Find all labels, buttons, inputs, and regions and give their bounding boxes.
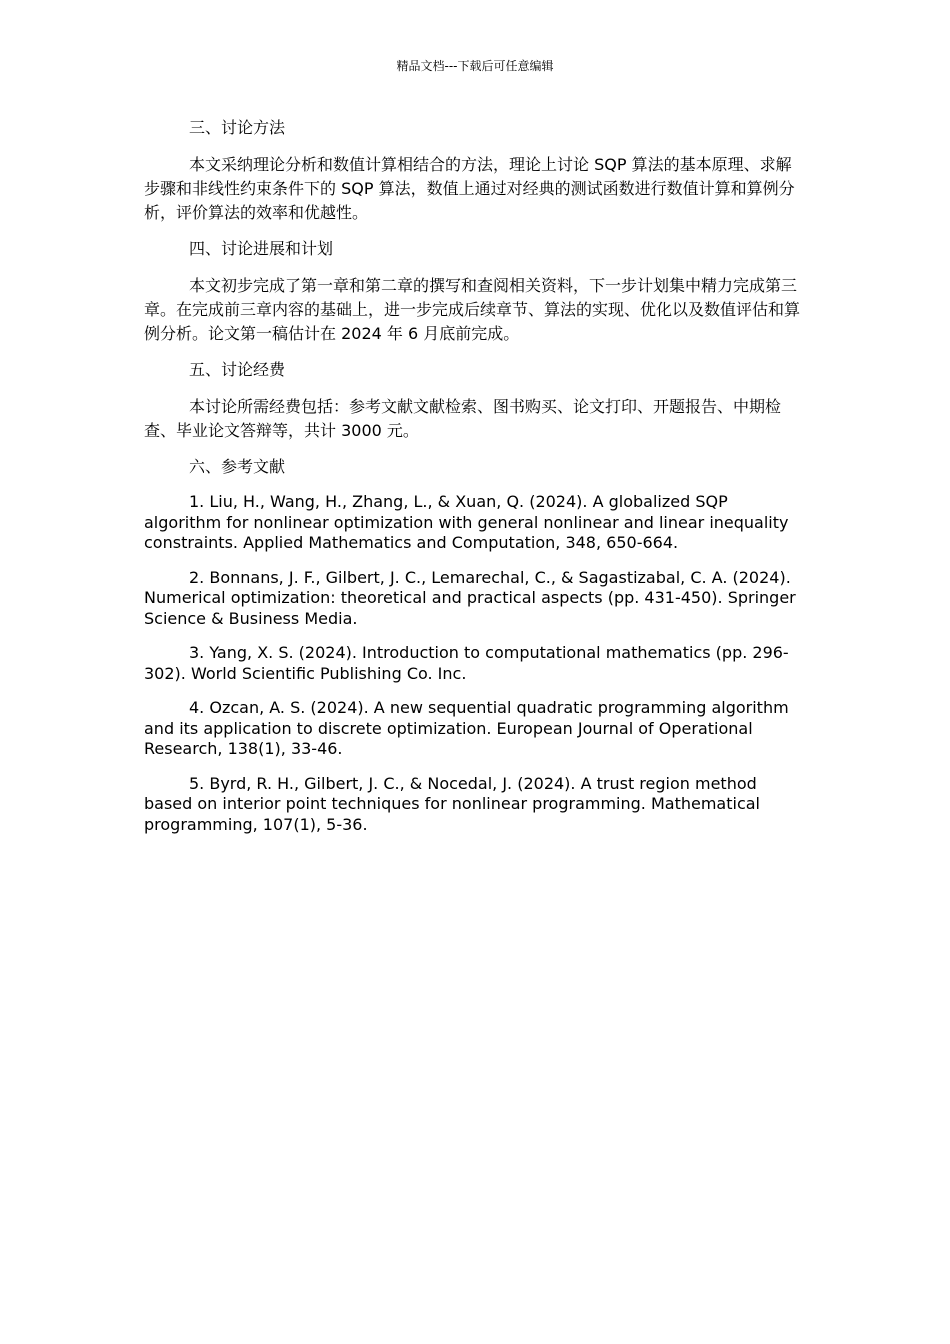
reference-item: 3. Yang, X. S. (2024). Introduction to computational mathematics (pp. 296-302). World Scientific Publishing Co. Inc. [144, 643, 789, 683]
document-body [144, 117, 806, 849]
section-heading-methods: 三、讨论方法 [189, 118, 286, 137]
reference-item: 5. Byrd, R. H., Gilbert, J. C., & Nocedal, J. (2024). A trust region method based on interior point techniques for nonlinear programming. Mathematical programming, 107(1), 5-36. [144, 773, 760, 834]
section-heading-references: 六、参考文献 [189, 457, 286, 476]
section-paragraph-progress: 本文初步完成了第一章和第二章的撰写和查阅相关资料，下一步计划集中精力完成第三章。在完成前三章内容的基础上，进一步完成后续章节、算法的实现、优化以及数值评估和算例分析。论文第一稿估计在 2024 年 6 月底前完成。 [144, 276, 801, 343]
section-paragraph-budget: 本讨论所需经费包括：参考文献文献检索、图书购买、论文打印、开题报告、中期检查、毕业论文答辩等，共计 3000 元。 [144, 397, 782, 440]
page-header: 精品文档---下载后可任意编辑 [396, 59, 554, 73]
section-heading-progress: 四、讨论进展和计划 [189, 239, 334, 258]
reference-item: 2. Bonnans, J. F., Gilbert, J. C., Lemarechal, C., & Sagastizabal, C. A. (2024). Numerical optimization: theoretical and practical aspects (pp. 431-450). Springer Science & Business Media. [144, 567, 796, 628]
section-heading-budget: 五、讨论经费 [189, 360, 286, 379]
reference-item: 1. Liu, H., Wang, H., Zhang, L., & Xuan, Q. (2024). A globalized SQP algorithm for nonlinear optimization with general nonlinear and linear inequality constraints. Applied Mathematics and Computation, 348, 650-664. [144, 492, 789, 552]
reference-list [144, 492, 806, 835]
section-paragraph-methods: 本文采纳理论分析和数值计算相结合的方法，理论上讨论 SQP 算法的基本原理、求解步骤和非线性约束条件下的 SQP 算法，数值上通过对经典的测试函数进行数值计算和算例分析，评价算法的效率和优越性。 [144, 155, 795, 222]
reference-item: 4. Ozcan, A. S. (2024). A new sequential quadratic programming algorithm and its application to discrete optimization. European Journal of Operational Research, 138(1), 33-46. [144, 698, 789, 758]
